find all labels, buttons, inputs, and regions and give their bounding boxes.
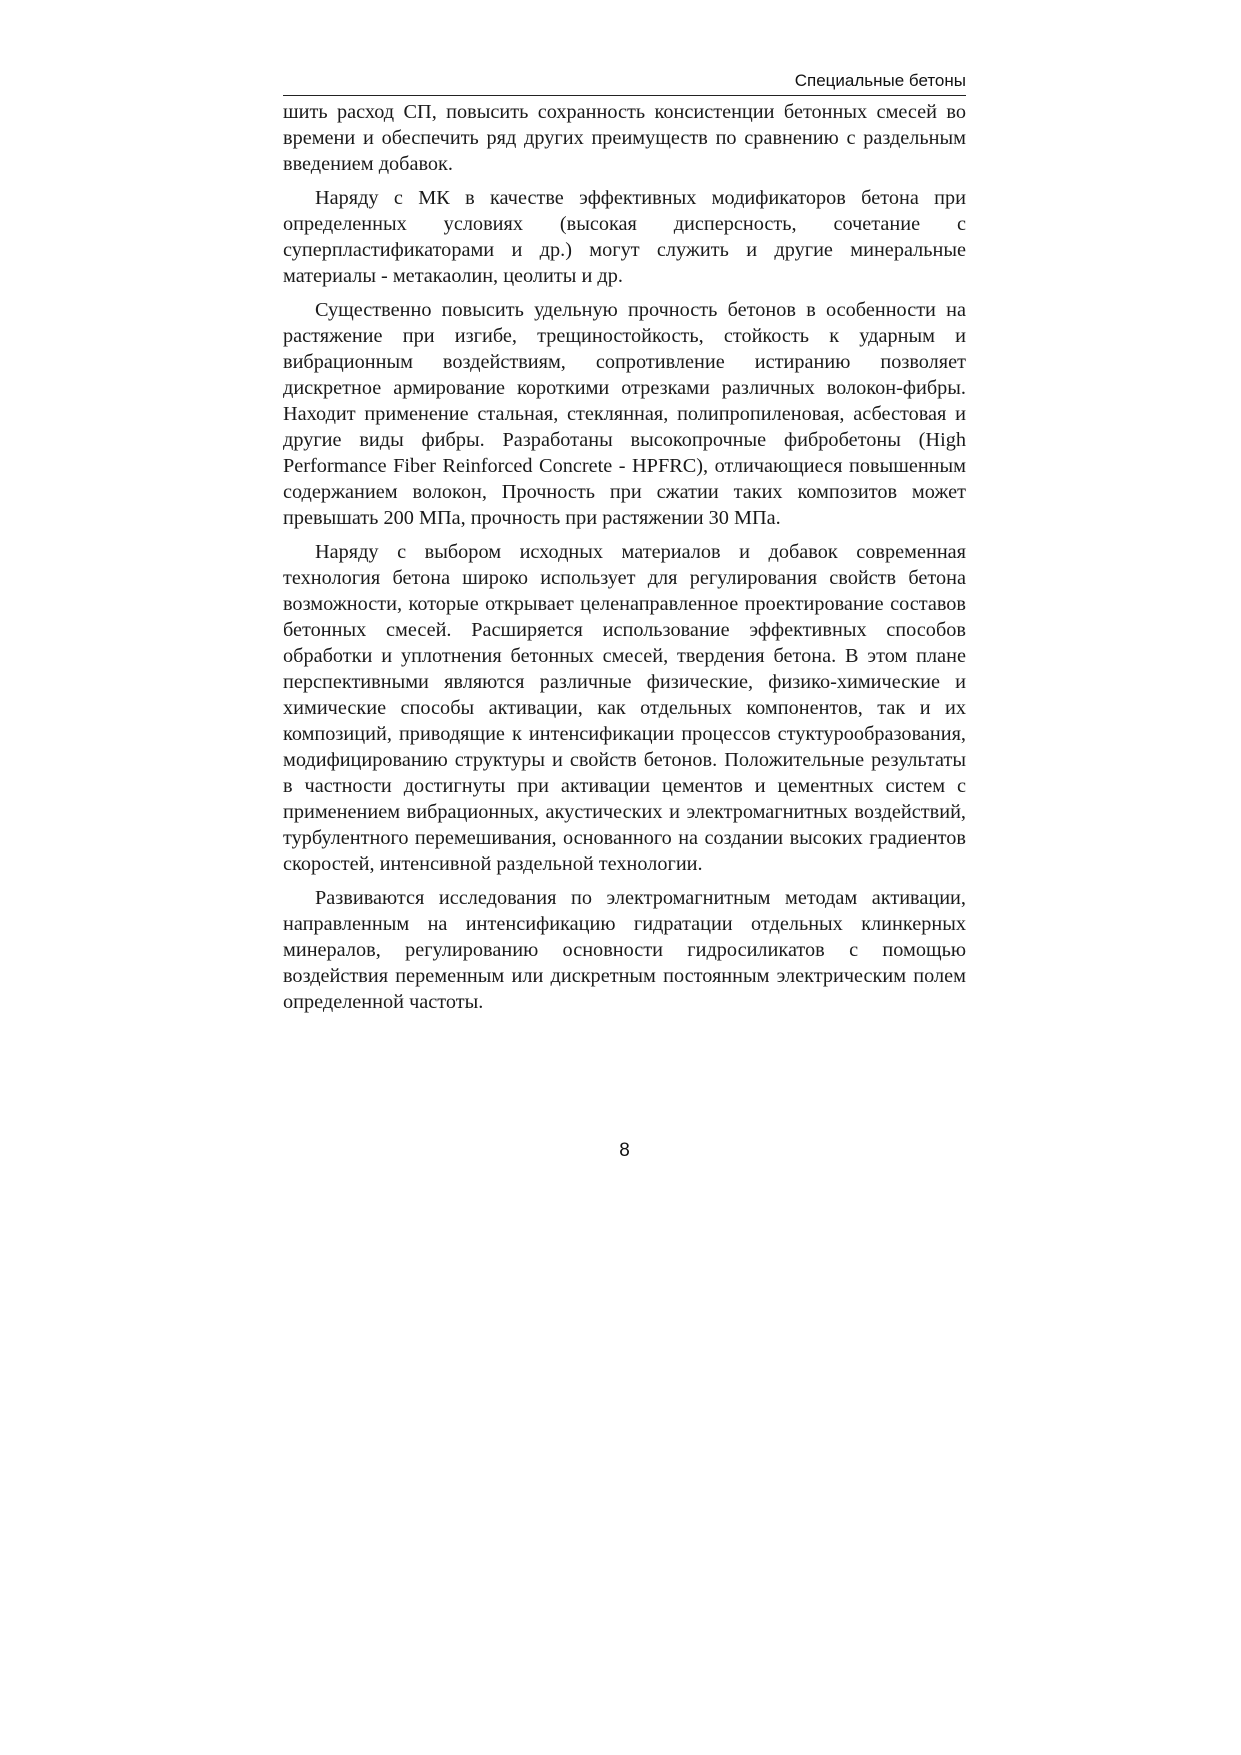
paragraph-electromagnetic-activation: Развиваются исследования по электромагнитным методам активации, направленным на интенсификацию гидратации отдельных клинкерных минералов, регулированию основности гидросиликатов с помощью воздействия переменным или дискретным постоянным электрическим полем определенной частоты.: [283, 887, 966, 1013]
running-header: Специальные бетоны: [283, 70, 966, 96]
paragraph-continued: шить расход СП, повысить сохранность консистенции бетонных смесей во времени и обеспечить ряд других преимуществ по сравнению с раздельным введением добавок.: [283, 101, 966, 175]
body-text: [283, 99, 966, 1015]
paragraph-fiber-reinforcement: Существенно повысить удельную прочность бетонов в особенности на растяжение при изгибе, трещиностойкость, стойкость к ударным и вибрационным воздействиям, сопротивление истиранию позволяет дискретное армирование короткими отрезками различных волокон-фибры. Находит применение стальная, стеклянная, полипропиленовая, асбестовая и другие виды фибры. Разработаны высокопрочные фибробетоны (High Performance Fiber Reinforced Concrete - HPFRC), отличающиеся повышенным содержанием волокон, Прочность при сжатии таких композитов может превышать 200 МПа, прочность при растяжении 30 МПа.: [283, 299, 966, 529]
paragraph-microsilica-modifiers: Наряду с МК в качестве эффективных модификаторов бетона при определенных условиях (высокая дисперсность, сочетание с суперпластификаторами и др.) могут служить и другие минеральные материалы - метакаолин, цеолиты и др.: [283, 187, 966, 287]
book-page: [283, 70, 966, 1023]
page-number: 8: [619, 1140, 630, 1161]
paragraph-concrete-technology: Наряду с выбором исходных материалов и добавок современная технология бетона широко использует для регулирования свойств бетона возможности, которые открывает целенаправленное проектирование составов бетонных смесей. Расширяется использование эффективных способов обработки и уплотнения бетонных смесей, твердения бетона. В этом плане перспективными являются различные физические, физико-химические и химические способы активации, как отдельных компонентов, так и их композиций, приводящие к интенсификации процессов стуктурообразования, модифицированию структуры и свойств бетонов. Положительные результаты в частности достигнуты при активации цементов и цементных систем с применением вибрационных, акустических и электромагнитных воздействий, турбулентного перемешивания, основанного на создании высоких градиентов скоростей, интенсивной раздельной технологии.: [283, 541, 966, 875]
